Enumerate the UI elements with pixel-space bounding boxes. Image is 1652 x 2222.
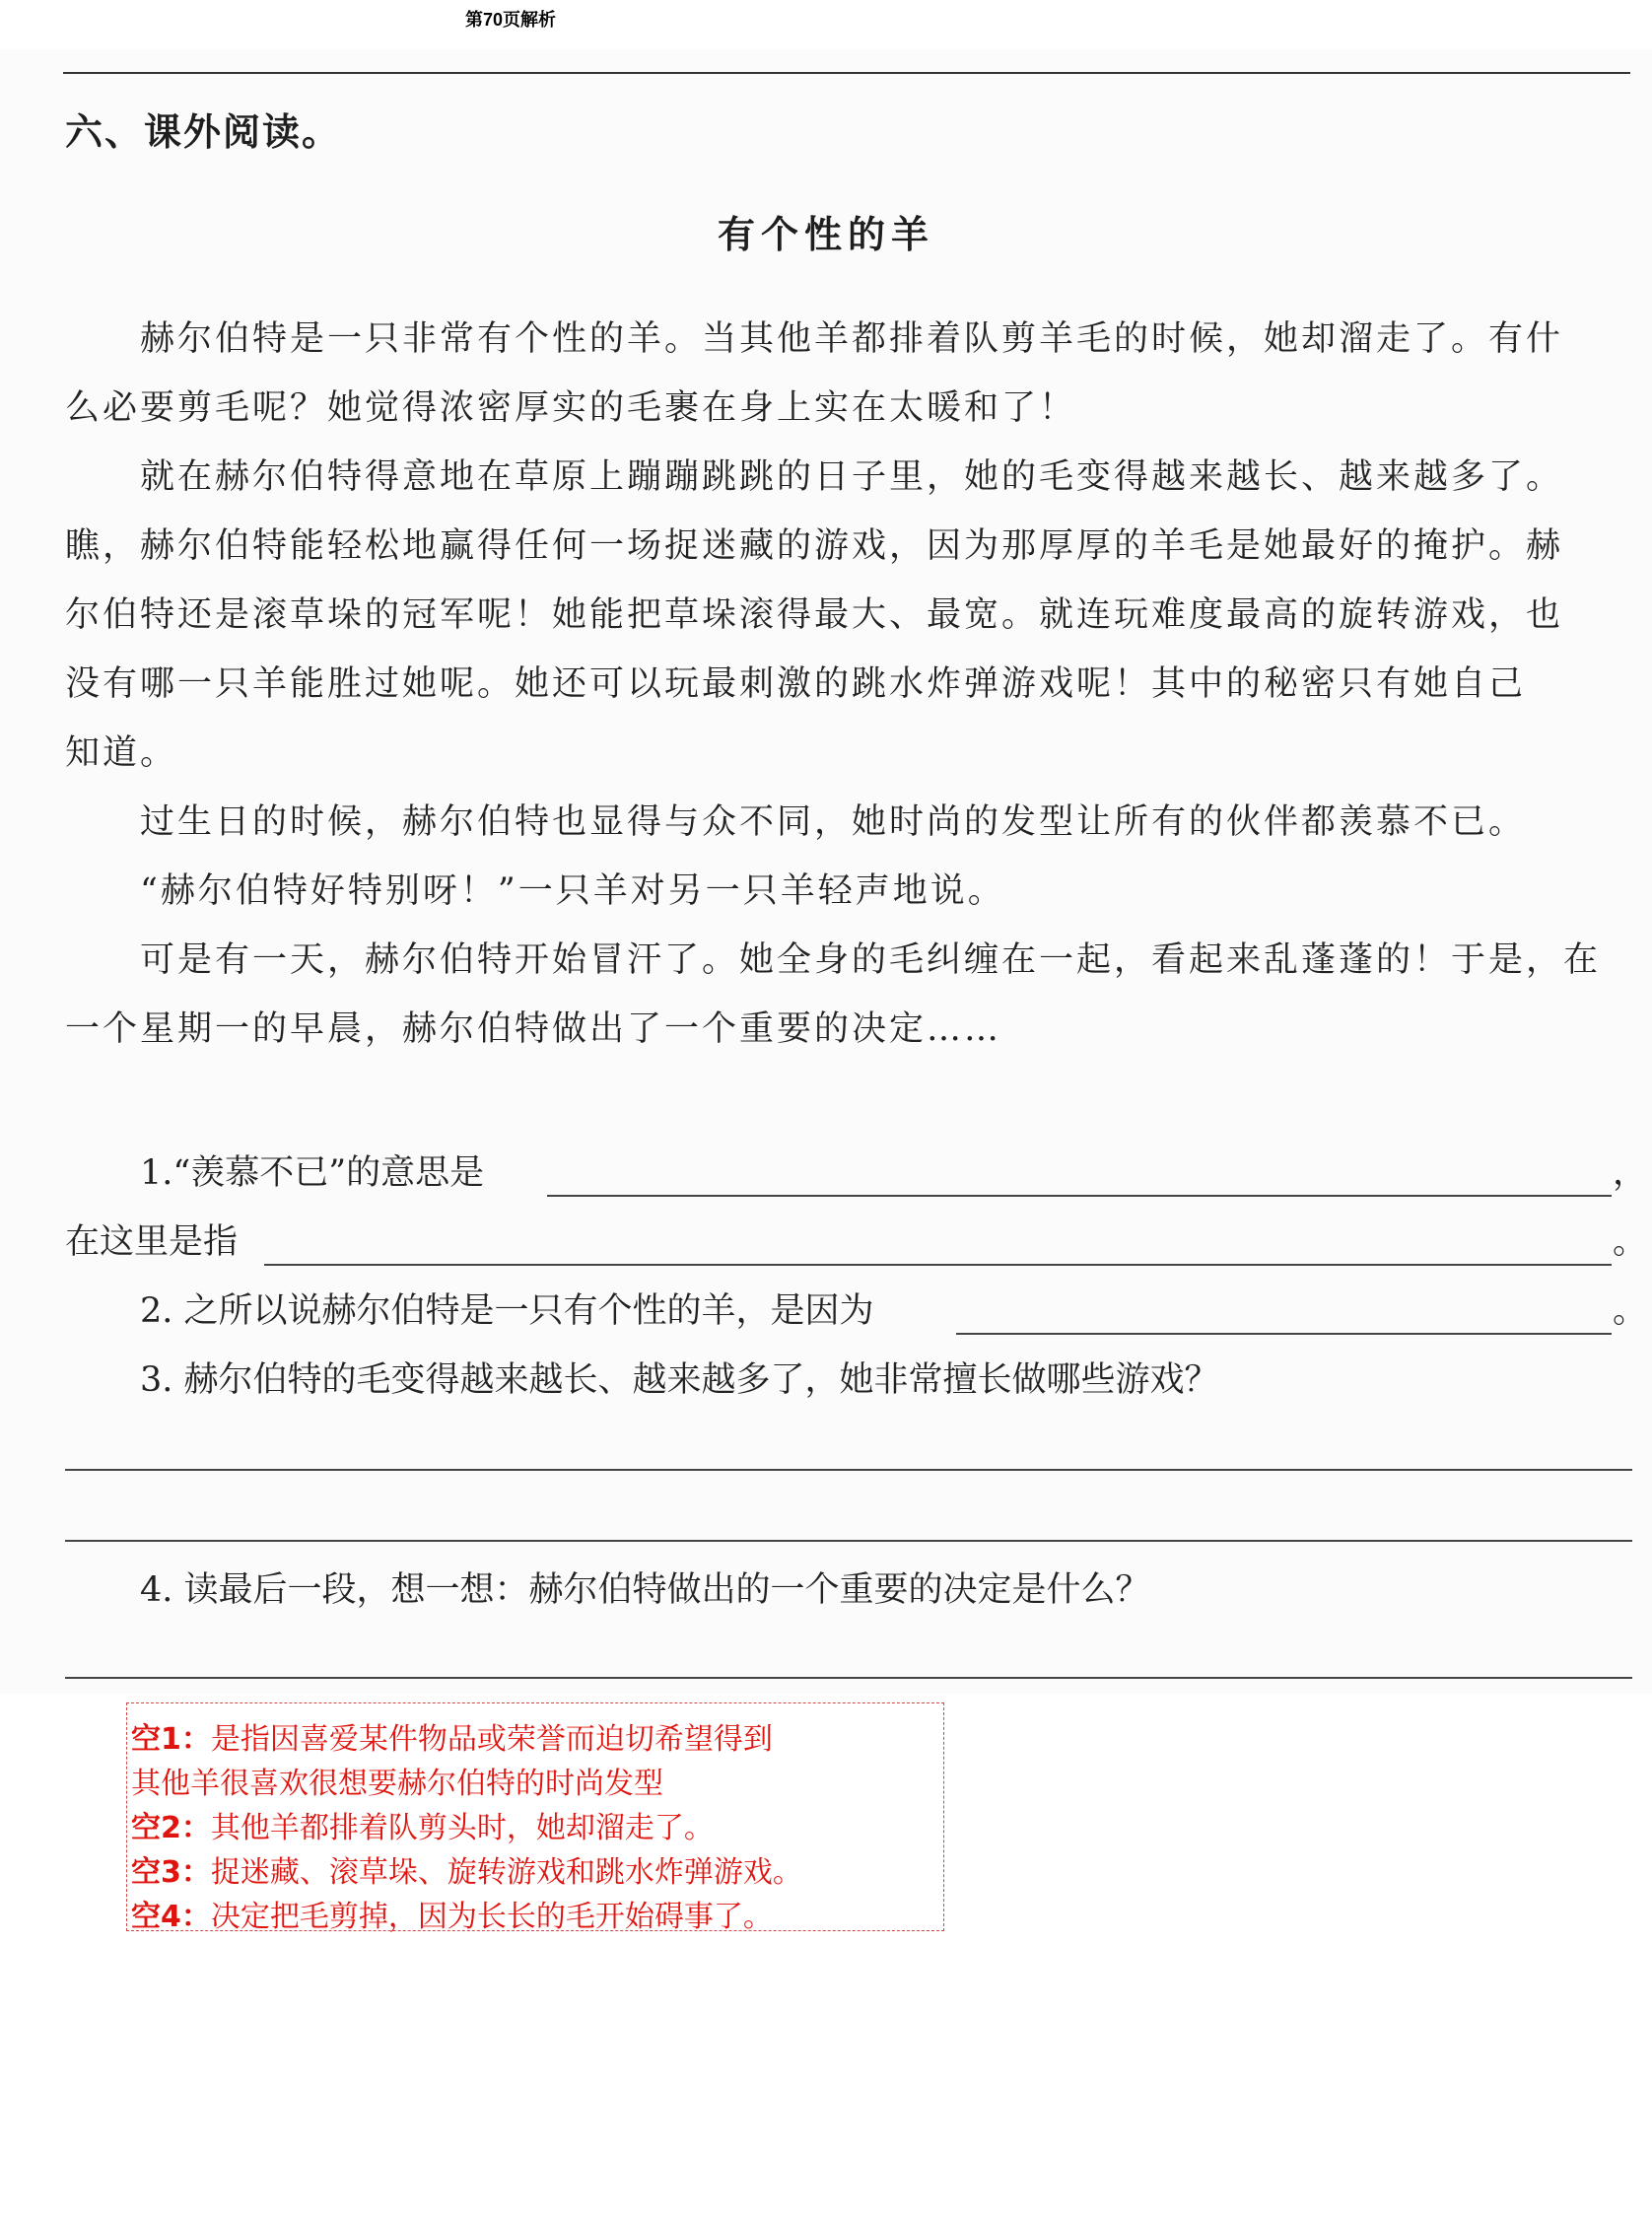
question-2-blank: [956, 1333, 1612, 1335]
question-2-text: 2. 之所以说赫尔伯特是一只有个性的羊，是因为: [140, 1291, 874, 1331]
story-line-4: 瞧，赫尔伯特能轻松地赢得任何一场捉迷藏的游戏，因为那厚厚的羊毛是她最好的掩护。赫: [65, 526, 1564, 566]
story-line-7: 知道。: [65, 733, 178, 773]
story-line-11: 一个星期一的早晨，赫尔伯特做出了一个重要的决定……: [65, 1009, 1002, 1049]
story-line-2: 么必要剪毛呢？她觉得浓密厚实的毛裹在身上实在太暖和了！: [65, 388, 1077, 428]
answer-line-3: 空2：其他羊都排着队剪头时，她却溜走了。: [131, 1811, 714, 1845]
question-2-period: 。: [1613, 1291, 1648, 1331]
answer-line-2: 其他羊很喜欢很想要赫尔伯特的时尚发型: [131, 1767, 663, 1801]
story-title: 有个性的羊: [717, 212, 934, 256]
question-1-comma: ，: [1613, 1153, 1648, 1193]
question-1-line2-text: 在这里是指: [65, 1222, 239, 1262]
question-1-period: 。: [1613, 1222, 1648, 1262]
question-3-text: 3. 赫尔伯特的毛变得越来越长、越来越多了，她非常擅长做哪些游戏？: [140, 1360, 1219, 1400]
answer-key-box: [126, 1702, 944, 1934]
story-line-5: 尔伯特还是滚草垛的冠军呢！她能把草垛滚得最大、最宽。就连玩难度最高的旋转游戏，也: [65, 595, 1564, 635]
question-4-text: 4. 读最后一段，想一想：赫尔伯特做出的一个重要的决定是什么？: [140, 1570, 1150, 1610]
top-divider: [63, 72, 1630, 74]
story-line-3: 就在赫尔伯特得意地在草原上蹦蹦跳跳的日子里，她的毛变得越来越长、越来越多了。: [140, 457, 1564, 497]
story-line-8: 过生日的时候，赫尔伯特也显得与众不同，她时尚的发型让所有的伙伴都羡慕不已。: [140, 802, 1527, 842]
story-line-1: 赫尔伯特是一只非常有个性的羊。当其他羊都排着队剪羊毛的时候，她却溜走了。有什: [140, 319, 1564, 359]
question-3-answer-line-1: [65, 1469, 1632, 1471]
section-title: 六、课外阅读。: [65, 109, 342, 154]
question-1-text: 1.“羡慕不已”的意思是: [140, 1153, 485, 1193]
question-3-answer-line-2: [65, 1540, 1632, 1542]
question-1-blank-2: [264, 1264, 1612, 1266]
question-4-answer-line: [65, 1677, 1632, 1679]
story-line-6: 没有哪一只羊能胜过她呢。她还可以玩最刺激的跳水炸弹游戏呢！其中的秘密只有她自己: [65, 664, 1527, 704]
page-label: 第70页解析: [465, 10, 557, 30]
story-line-10: 可是有一天，赫尔伯特开始冒汗了。她全身的毛纠缠在一起，看起来乱蓬蓬的！于是，在: [140, 940, 1602, 980]
question-1-blank-1: [547, 1195, 1612, 1197]
answer-line-5: 空4：决定把毛剪掉，因为长长的毛开始碍事了。: [131, 1900, 773, 1934]
answer-line-4: 空3：捉迷藏、滚草垛、旋转游戏和跳水炸弹游戏。: [131, 1855, 802, 1890]
answer-line-1: 空1：是指因喜爱某件物品或荣誉而迫切希望得到: [131, 1722, 773, 1757]
story-line-9: “赫尔伯特好特别呀！”一只羊对另一只羊轻声地说。: [140, 871, 1005, 911]
